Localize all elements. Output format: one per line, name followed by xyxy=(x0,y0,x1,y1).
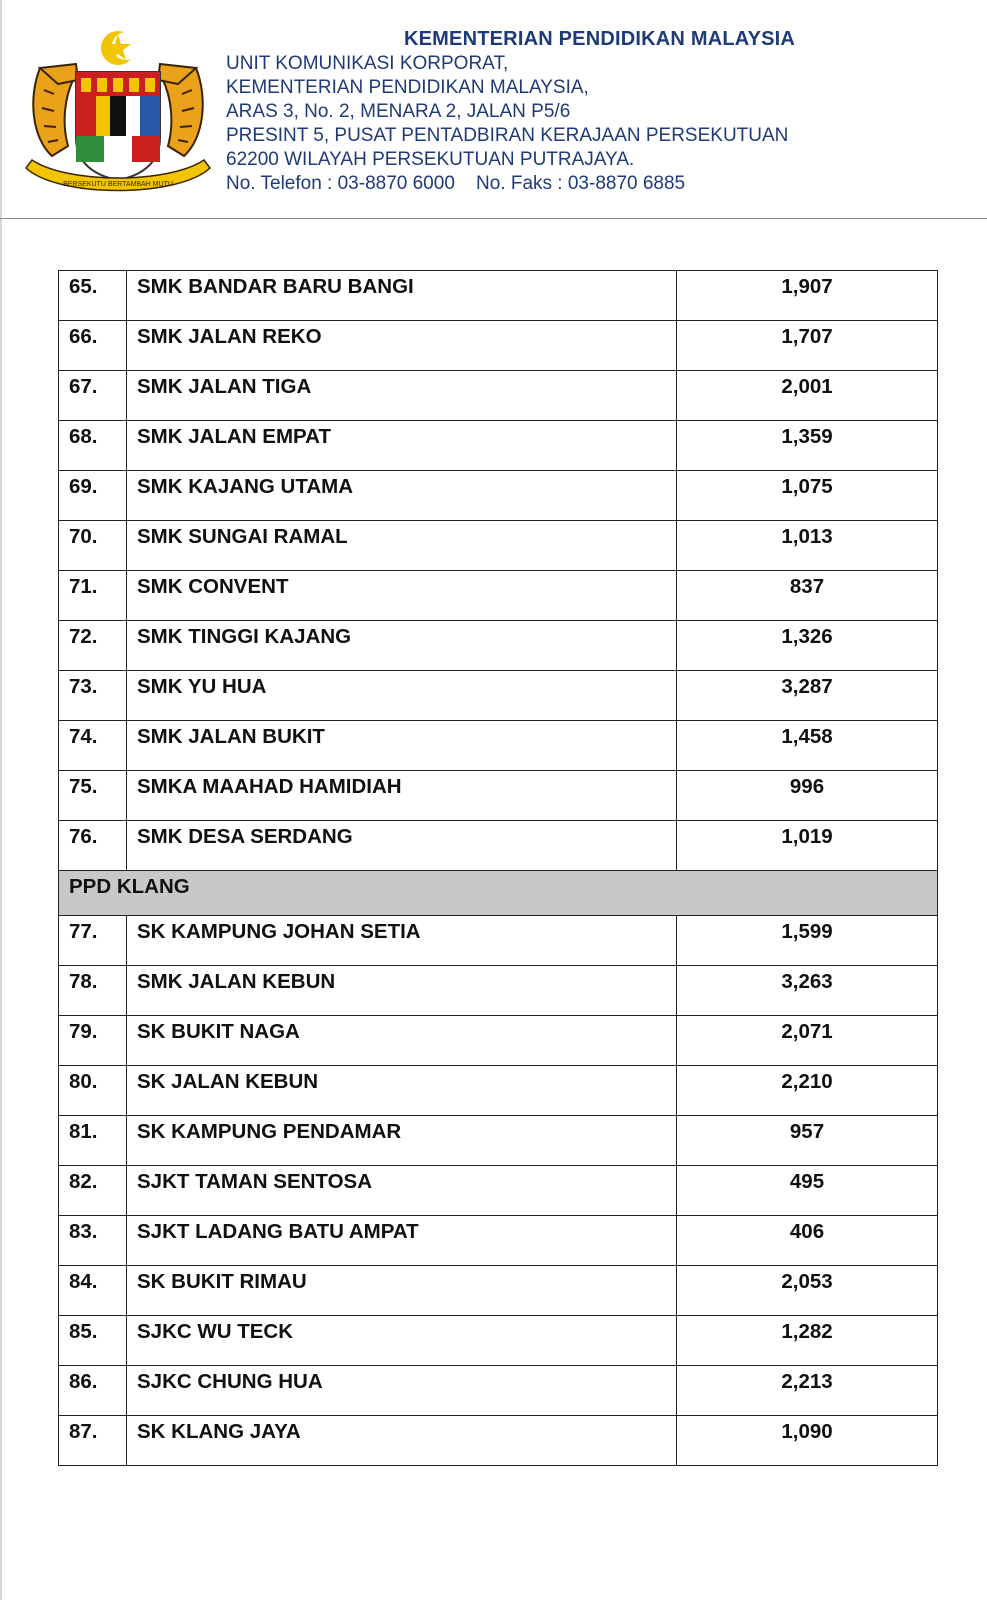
school-name: SMK DESA SERDANG xyxy=(127,821,677,871)
row-value: 3,263 xyxy=(677,966,938,1016)
row-number: 68. xyxy=(59,421,127,471)
school-name: SK JALAN KEBUN xyxy=(127,1066,677,1116)
row-value: 2,053 xyxy=(677,1266,938,1316)
row-value: 2,213 xyxy=(677,1366,938,1416)
address-line: PRESINT 5, PUSAT PENTADBIRAN KERAJAAN PERSEKUTUAN xyxy=(226,125,789,146)
row-number: 74. xyxy=(59,721,127,771)
address-line: ARAS 3, No. 2, MENARA 2, JALAN P5/6 xyxy=(226,101,571,122)
table-row xyxy=(59,1216,938,1266)
row-value: 996 xyxy=(677,771,938,821)
table-row xyxy=(59,271,938,321)
letterhead xyxy=(0,0,987,220)
school-name: SK KAMPUNG PENDAMAR xyxy=(127,1116,677,1166)
table-row xyxy=(59,721,938,771)
school-name: SK KAMPUNG JOHAN SETIA xyxy=(127,916,677,966)
table-row xyxy=(59,1016,938,1066)
row-number: 66. xyxy=(59,321,127,371)
row-number: 71. xyxy=(59,571,127,621)
row-value: 2,210 xyxy=(677,1066,938,1116)
address-line: 62200 WILAYAH PERSEKUTUAN PUTRAJAYA. xyxy=(226,149,635,170)
school-name: SMK JALAN REKO xyxy=(127,321,677,371)
school-name: SMK JALAN BUKIT xyxy=(127,721,677,771)
row-value: 1,599 xyxy=(677,916,938,966)
row-value: 406 xyxy=(677,1216,938,1266)
row-value: 957 xyxy=(677,1116,938,1166)
school-name: SMK TINGGI KAJANG xyxy=(127,621,677,671)
row-number: 70. xyxy=(59,521,127,571)
school-name: SK BUKIT RIMAU xyxy=(127,1266,677,1316)
row-number: 81. xyxy=(59,1116,127,1166)
row-value: 1,707 xyxy=(677,321,938,371)
address-line: UNIT KOMUNIKASI KORPORAT, xyxy=(226,53,509,74)
school-name: SMK JALAN KEBUN xyxy=(127,966,677,1016)
table-row xyxy=(59,771,938,821)
school-name: SMK CONVENT xyxy=(127,571,677,621)
row-value: 1,359 xyxy=(677,421,938,471)
school-name: SJKC WU TECK xyxy=(127,1316,677,1366)
address-line: KEMENTERIAN PENDIDIKAN MALAYSIA, xyxy=(226,77,589,98)
row-number: 83. xyxy=(59,1216,127,1266)
school-name: SJKT LADANG BATU AMPAT xyxy=(127,1216,677,1266)
table-row xyxy=(59,1316,938,1366)
school-name: SMK BANDAR BARU BANGI xyxy=(127,271,677,321)
school-table xyxy=(58,270,938,1466)
school-name: SMK YU HUA xyxy=(127,671,677,721)
section-header-row xyxy=(59,871,938,916)
row-value: 1,075 xyxy=(677,471,938,521)
row-value: 495 xyxy=(677,1166,938,1216)
table-row xyxy=(59,1266,938,1316)
row-number: 86. xyxy=(59,1366,127,1416)
row-number: 82. xyxy=(59,1166,127,1216)
table-row xyxy=(59,1416,938,1466)
row-number: 72. xyxy=(59,621,127,671)
school-name: SMK SUNGAI RAMAL xyxy=(127,521,677,571)
ministry-name: KEMENTERIAN PENDIDIKAN MALAYSIA xyxy=(404,28,796,50)
row-value: 3,287 xyxy=(677,671,938,721)
row-number: 65. xyxy=(59,271,127,321)
row-value: 2,001 xyxy=(677,371,938,421)
row-value: 1,458 xyxy=(677,721,938,771)
row-number: 87. xyxy=(59,1416,127,1466)
table-row xyxy=(59,1166,938,1216)
table-row xyxy=(59,621,938,671)
row-number: 80. xyxy=(59,1066,127,1116)
school-name: SMK KAJANG UTAMA xyxy=(127,471,677,521)
table-row xyxy=(59,671,938,721)
svg-text:BERSEKUTU BERTAMBAH MUTU: BERSEKUTU BERTAMBAH MUTU xyxy=(63,181,173,188)
row-number: 76. xyxy=(59,821,127,871)
school-name: SMKA MAAHAD HAMIDIAH xyxy=(127,771,677,821)
table-row xyxy=(59,1366,938,1416)
header-divider xyxy=(0,218,987,219)
row-value: 1,090 xyxy=(677,1416,938,1466)
page-edge xyxy=(0,0,2,1600)
row-value: 2,071 xyxy=(677,1016,938,1066)
table-row xyxy=(59,471,938,521)
address-block xyxy=(226,52,788,196)
row-number: 73. xyxy=(59,671,127,721)
school-name: SJKT TAMAN SENTOSA xyxy=(127,1166,677,1216)
school-name: SK BUKIT NAGA xyxy=(127,1016,677,1066)
table-row xyxy=(59,321,938,371)
school-name: SMK JALAN EMPAT xyxy=(127,421,677,471)
school-name: SJKC CHUNG HUA xyxy=(127,1366,677,1416)
table-row xyxy=(59,571,938,621)
table-row xyxy=(59,1116,938,1166)
row-value: 1,907 xyxy=(677,271,938,321)
row-number: 85. xyxy=(59,1316,127,1366)
row-number: 79. xyxy=(59,1016,127,1066)
table-row xyxy=(59,966,938,1016)
row-value: 1,013 xyxy=(677,521,938,571)
table-row xyxy=(59,421,938,471)
row-value: 1,019 xyxy=(677,821,938,871)
table-row xyxy=(59,821,938,871)
row-number: 69. xyxy=(59,471,127,521)
row-value: 1,282 xyxy=(677,1316,938,1366)
row-number: 78. xyxy=(59,966,127,1016)
section-label: PPD KLANG xyxy=(59,871,938,916)
row-number: 77. xyxy=(59,916,127,966)
row-number: 84. xyxy=(59,1266,127,1316)
school-name: SMK JALAN TIGA xyxy=(127,371,677,421)
table-row xyxy=(59,521,938,571)
row-value: 837 xyxy=(677,571,938,621)
malaysia-coat-of-arms-logo xyxy=(18,28,218,196)
table-row xyxy=(59,1066,938,1116)
table-row xyxy=(59,371,938,421)
contact-line: No. Telefon : 03-8870 6000 No. Faks : 03-8870 6885 xyxy=(226,173,686,194)
table-row xyxy=(59,916,938,966)
row-value: 1,326 xyxy=(677,621,938,671)
row-number: 67. xyxy=(59,371,127,421)
row-number: 75. xyxy=(59,771,127,821)
school-name: SK KLANG JAYA xyxy=(127,1416,677,1466)
